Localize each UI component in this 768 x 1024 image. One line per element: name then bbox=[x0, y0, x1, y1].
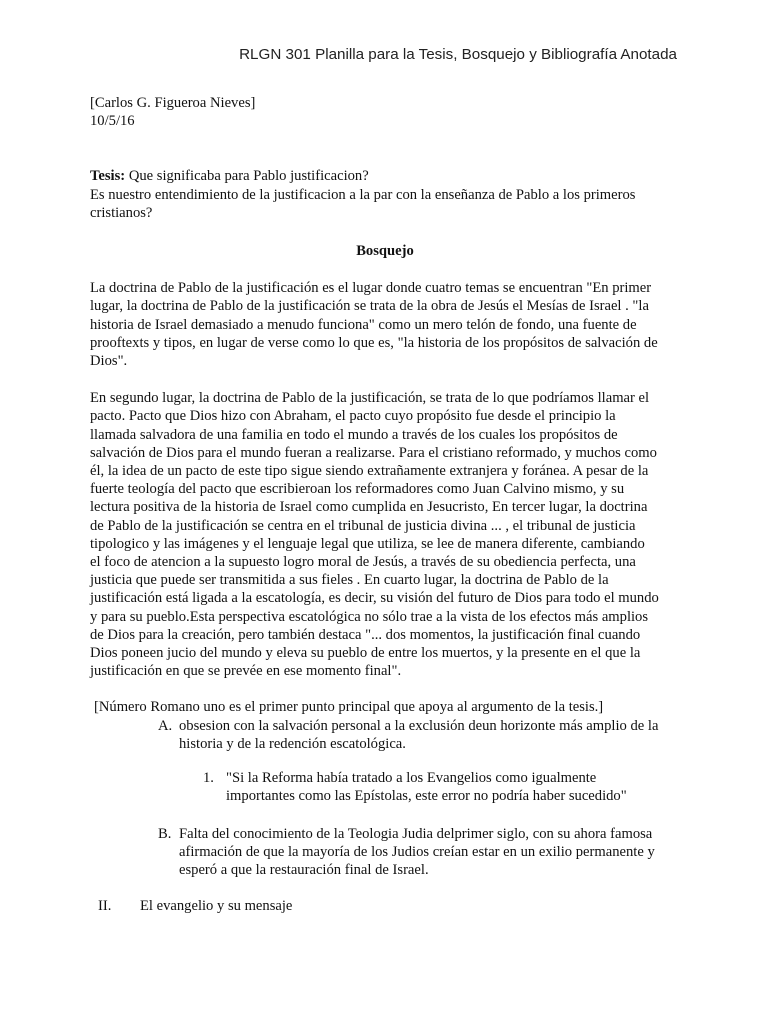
paragraph-2 bbox=[90, 389, 680, 680]
thesis-question: Que significaba para Pablo justificacion? bbox=[128, 168, 369, 185]
list-item-line: importantes como las Epístolas, este error no podría haber sucedido" bbox=[226, 788, 627, 805]
paragraph-line: lugar, la doctrina de Pablo de la justificación se trata de la obra de Jesús el Mesías de Israel . "la bbox=[90, 298, 649, 315]
paragraph-line: de Pablo de la justificación se centra en el tribunal de justicia divina ... , el tribunal de justicia bbox=[90, 517, 636, 534]
paragraph-line: lectura positiva de la historia de Israel como cumplida en Jesucristo, En tercer lugar, la doctrina bbox=[90, 499, 648, 516]
thesis-line-2: Es nuestro entendimiento de la justificacion a la par con la enseñanza de Pablo a los primeros bbox=[90, 186, 636, 203]
paragraph-line: pacto. Pacto que Dios hizo con Abraham, el pacto cuyo propósito fue desde el principio la bbox=[90, 408, 616, 425]
paragraph-line: En segundo lugar, la doctrina de Pablo de la justificación, se trata de lo que podríamos llamar el bbox=[90, 390, 650, 407]
paragraph-line: justicia que puede ser transmitida a sus fieles . En cuarto lugar, la doctrina de Pablo de la bbox=[90, 572, 609, 589]
paragraph-line: Dios poneen jucio del mundo y eleva su pueblo de entre los muertos, y la presente en el que la bbox=[90, 645, 641, 662]
thesis-label: Tesis: bbox=[90, 168, 126, 185]
document-header: RLGN 301 Planilla para la Tesis, Bosquejo y Bibliografía Anotada bbox=[239, 46, 677, 63]
paragraph-line: y para su pueblo.Esta perspectiva escatológica no sólo trae a la vista de los efectos más amplios bbox=[90, 608, 649, 625]
list-item-line: afirmación de que la mayoría de los Judios creían estar en un exilio permanente y bbox=[179, 843, 655, 860]
paragraph-line: tipologico y las imágenes y el lenguaje legal que utiliza, se lee de manera diferente, cambiando bbox=[90, 535, 645, 552]
list-item-line: "Si la Reforma había tratado a los Evangelios como igualmente bbox=[226, 770, 597, 787]
paragraph-line: historia de Israel demasiado a menudo funciona" como un mero telón de fondo, una fuente de bbox=[90, 316, 637, 333]
paragraph-line: él, la idea de un pacto de este tipo sigue siendo extrañamente extranjera y foránea. A pesar de la bbox=[90, 463, 649, 480]
list-item-line: historia y de la redención escatológica. bbox=[179, 735, 406, 752]
paragraph-line: el foco de atencion a la supuesto logro moral de Jesús, a través de su obediencia perfecta, una bbox=[90, 554, 636, 571]
paragraph-line: Dios". bbox=[90, 353, 128, 370]
roman-one-note: [Número Romano uno es el primer punto principal que apoya al argumento de la tesis.] bbox=[94, 699, 604, 716]
paragraph-line: fuerte teología del pacto que escribieroan los reformadores como Juan Calvino mismo, y su bbox=[90, 481, 625, 498]
thesis-line-3: cristianos? bbox=[90, 204, 153, 221]
author-name: [Carlos G. Figueroa Nieves] bbox=[90, 95, 256, 111]
outline-item-1 bbox=[90, 769, 680, 805]
list-marker: B. bbox=[158, 825, 172, 842]
list-marker: 1. bbox=[203, 770, 214, 787]
paragraph-line: justificación está ligada a la escatología, es decir, su visión del futuro de Dios para todo el mundo bbox=[90, 590, 659, 607]
paragraph-line: de Dios para la creación, pero también destaca "... dos momentos, la justificación final cuando bbox=[90, 626, 641, 643]
list-marker: II. bbox=[98, 898, 112, 915]
document-body bbox=[90, 94, 680, 915]
outline-item-a bbox=[90, 717, 680, 753]
outline-heading: Bosquejo bbox=[356, 243, 414, 260]
paragraph-line: llamada salvadora de una familia en todo el mundo a través de los cuales los propósitos de bbox=[90, 426, 618, 443]
outline-item-ii bbox=[90, 897, 680, 915]
list-item-line: El evangelio y su mensaje bbox=[140, 898, 293, 915]
paragraph-line: salvación de Dios para el mundo fueran a realizarse. Para el cristiano reformado, y muchos como bbox=[90, 444, 657, 461]
list-item-line: esperó a que la restauración final de Israel. bbox=[179, 861, 429, 878]
document-date: 10/5/16 bbox=[90, 113, 135, 130]
list-item-line: Falta del conocimiento de la Teologia Judia delprimer siglo, con su ahora famosa bbox=[179, 825, 653, 842]
thesis-line bbox=[90, 167, 680, 185]
outline-item-b bbox=[90, 825, 680, 880]
paragraph-line: La doctrina de Pablo de la justificación es el lugar donde cuatro temas se encuentran "En primer bbox=[90, 280, 652, 297]
list-item-line: obsesion con la salvación personal a la exclusión deun horizonte más amplio de la bbox=[179, 717, 659, 734]
list-marker: A. bbox=[158, 717, 173, 734]
paragraph-line: justificación en que se prevée en ese momento final". bbox=[90, 663, 402, 680]
paragraph-line: prooftexts y tipos, en lugar de verse como lo que es, "la historia de los propósitos de salvación de bbox=[90, 334, 658, 351]
paragraph-1 bbox=[90, 279, 680, 370]
